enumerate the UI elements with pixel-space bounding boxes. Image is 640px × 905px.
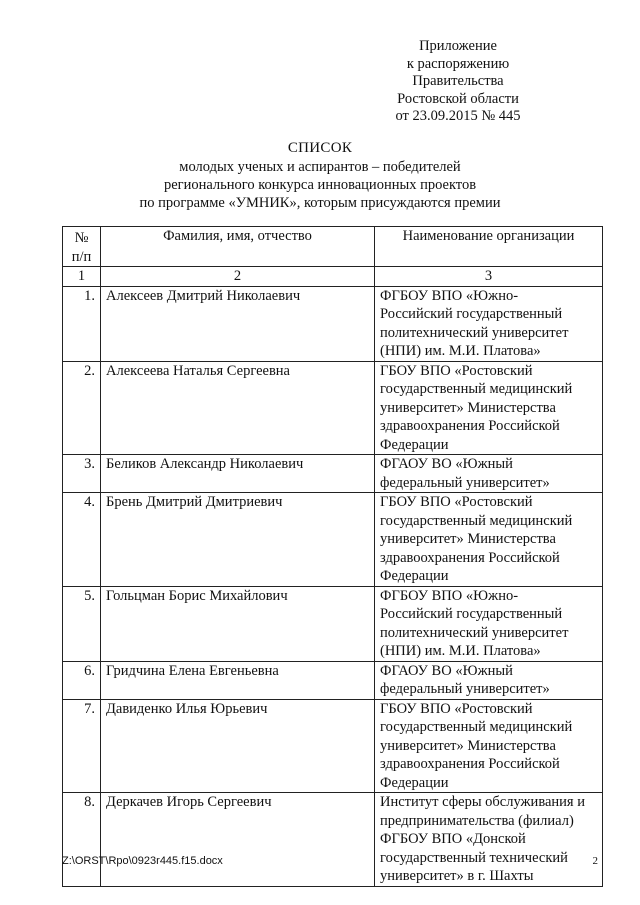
organization-line: здравоохранения Российской [380, 756, 560, 772]
organization-line: (НПИ) им. М.И. Платова» [380, 643, 541, 659]
row-organization [375, 361, 603, 455]
table-row [63, 286, 603, 361]
heading-line: молодых ученых и аспирантов – победителей [179, 159, 461, 175]
table-row [63, 493, 603, 587]
organization-line: Институт сферы обслуживания и [380, 794, 585, 810]
organization-line: ГБОУ ВПО «Ростовский [380, 494, 533, 510]
table-row [63, 699, 603, 793]
row-organization [375, 793, 603, 887]
document-heading [0, 138, 640, 212]
organization-line: политехнический университет [380, 324, 569, 341]
row-organization [375, 493, 603, 587]
annex-block [348, 38, 568, 126]
annex-line: от 23.09.2015 № 445 [395, 108, 521, 125]
row-full-name: Беликов Александр Николаевич [101, 455, 375, 493]
organization-line: ФГАОУ ВО «Южный [380, 662, 513, 679]
table-row [63, 793, 603, 887]
organization-line: ГБОУ ВПО «Ростовский [380, 700, 533, 717]
organization-line: Федерации [380, 774, 449, 791]
organization-line: Федерации [380, 436, 449, 453]
organization-line: (НПИ) им. М.И. Платова» [380, 343, 541, 359]
organization-line: ФГБОУ ВПО «Донской [380, 831, 526, 847]
row-full-name: Гольцман Борис Михайлович [101, 586, 375, 661]
row-full-name: Алексеева Наталья Сергеевна [101, 361, 375, 455]
row-number: 2. [63, 361, 101, 455]
organization-line: ГБОУ ВПО «Ростовский [380, 362, 533, 379]
organization-line: федеральный университет» [380, 474, 550, 491]
organization-line: здравоохранения Российской [380, 418, 560, 434]
column-number: 2 [101, 267, 375, 287]
row-organization [375, 661, 603, 699]
winners-table [62, 226, 603, 887]
row-organization [375, 699, 603, 793]
organization-line: университет» Министерства [380, 737, 556, 754]
row-number: 4. [63, 493, 101, 587]
heading-line: по программе «УМНИК», которым присуждаются премии [139, 195, 501, 211]
row-number: 5. [63, 586, 101, 661]
organization-line: предпринимательства (филиал) [380, 812, 574, 829]
row-number: 1. [63, 286, 101, 361]
organization-line: Федерации [380, 568, 449, 584]
organization-line: ФГБОУ ВПО «Южно- [380, 287, 519, 304]
column-numbers-row [63, 267, 603, 287]
row-number: 3. [63, 455, 101, 493]
organization-line: государственный медицинский [380, 381, 573, 397]
header-name: Фамилия, имя, отчество [101, 227, 375, 267]
row-full-name: Деркачев Игорь Сергеевич [101, 793, 375, 887]
table-row [63, 586, 603, 661]
organization-line: федеральный университет» [380, 681, 550, 697]
row-organization [375, 286, 603, 361]
column-number: 1 [63, 267, 101, 287]
organization-line: университет» в г. Шахты [380, 868, 534, 884]
organization-line: университет» Министерства [380, 531, 556, 547]
annex-line: Приложение [419, 38, 497, 54]
footer-file-path: Z:\ORST\Rpo\0923r445.f15.docx [62, 855, 223, 867]
row-organization [375, 455, 603, 493]
organization-line: ФГАОУ ВО «Южный [380, 456, 513, 472]
header-org: Наименование организации [375, 227, 603, 267]
organization-line: политехнический университет [380, 624, 569, 641]
organization-line: ФГБОУ ВПО «Южно- [380, 587, 519, 604]
row-number: 6. [63, 661, 101, 699]
header-num: № п/п [63, 227, 101, 267]
annex-line: к распоряжению [406, 55, 510, 72]
row-full-name: Гридчина Елена Евгеньевна [101, 661, 375, 699]
row-number: 7. [63, 699, 101, 793]
table-header-row [63, 227, 603, 267]
organization-line: Российский государственный [380, 606, 563, 622]
organization-line: Российский государственный [380, 306, 563, 322]
row-full-name: Давиденко Илья Юрьевич [101, 699, 375, 793]
organization-line: здравоохранения Российской [380, 549, 560, 566]
column-number: 3 [375, 267, 603, 287]
row-full-name: Брень Дмитрий Дмитриевич [101, 493, 375, 587]
footer-page-number: 2 [592, 855, 598, 867]
table-body [63, 286, 603, 886]
table-row [63, 661, 603, 699]
annex-line: Ростовской области [397, 90, 519, 107]
document-title: СПИСОК [287, 140, 353, 156]
annex-line: Правительства [412, 73, 504, 90]
row-full-name: Алексеев Дмитрий Николаевич [101, 286, 375, 361]
table-row [63, 361, 603, 455]
organization-line: государственный медицинский [380, 719, 573, 735]
heading-line: регионального конкурса инновационных проектов [163, 177, 477, 193]
organization-line: государственный медицинский [380, 512, 573, 529]
table-row [63, 455, 603, 493]
organization-line: университет» Министерства [380, 399, 556, 416]
row-organization [375, 586, 603, 661]
row-number: 8. [63, 793, 101, 887]
organization-line: государственный технический [380, 849, 568, 866]
